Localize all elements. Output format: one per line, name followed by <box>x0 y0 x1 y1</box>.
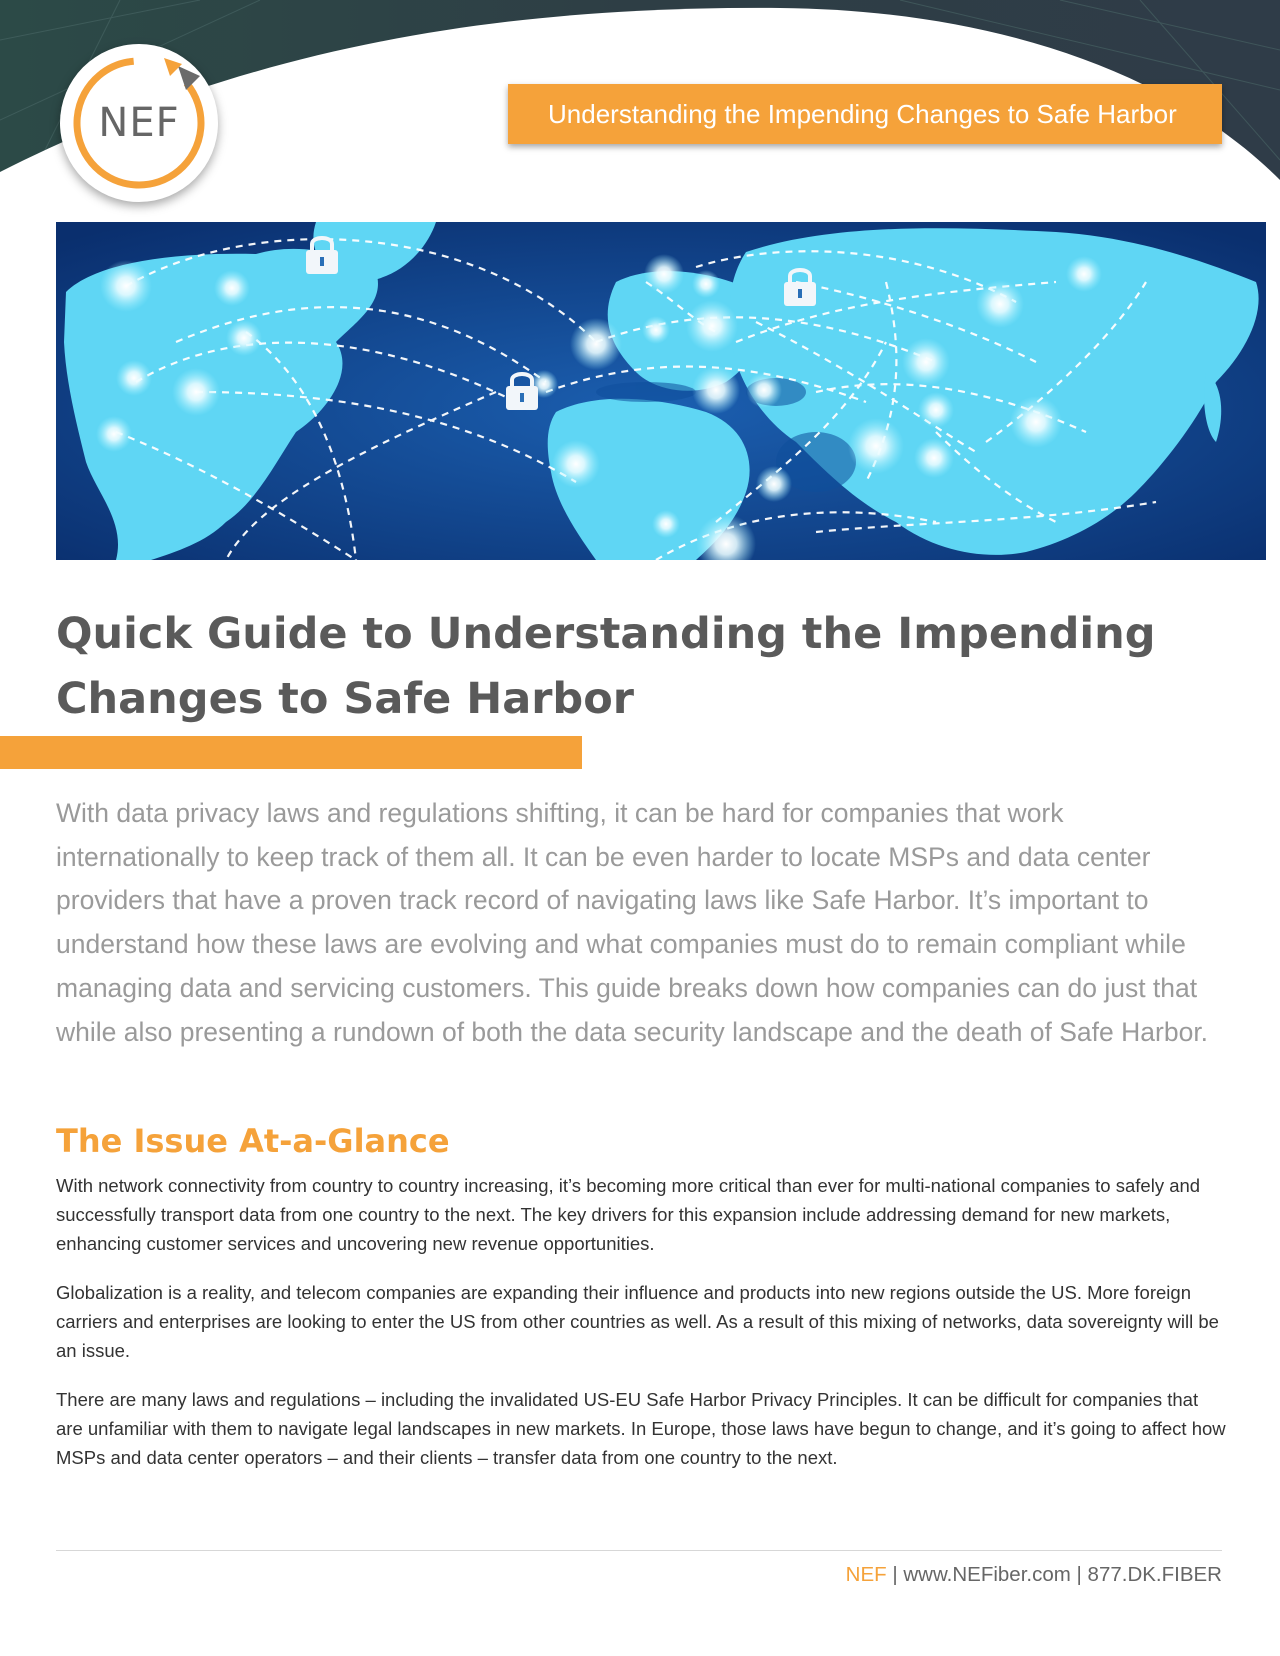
page-title <box>56 602 1216 732</box>
body-paragraph-1: With network connectivity from country to country increasing, it’s becoming more critical than ever for multi-national companies to safely and successfully transport data from one country to the next. The key drivers for this expansion include addressing demand for new markets, enhancing customer services and uncovering new revenue opportunities. <box>56 1175 1201 1254</box>
footer-website-link[interactable]: www.NEFiber.com <box>903 1563 1071 1586</box>
page-title-line-1: Quick Guide to Understanding the Impending <box>56 609 1156 659</box>
footer-divider <box>56 1550 1222 1551</box>
header-banner <box>508 84 1222 144</box>
body-paragraph-3: There are many laws and regulations – including the invalidated US-EU Safe Harbor Privacy Principles. It can be difficult for companies that are unfamiliar with them to navigate legal landscapes in new markets. In Europe, those laws have begun to change, and it’s going to affect how MSPs and data center operators – and their clients – transfer data from one country to the next. <box>56 1389 1226 1468</box>
footer-separator-1: | <box>886 1563 904 1586</box>
footer-brand: NEF <box>845 1563 887 1586</box>
footer-phone: 877.DK.FIBER <box>1087 1563 1222 1586</box>
banner-title: Understanding the Impending Changes to Safe Harbor <box>548 99 1177 129</box>
section-heading: The Issue At-a-Glance <box>56 1122 450 1160</box>
footer-separator-2: | <box>1070 1563 1088 1586</box>
nef-logo <box>60 44 218 202</box>
title-underline-bar <box>0 736 582 769</box>
footer <box>846 1560 1222 1590</box>
body-paragraph-2: Globalization is a reality, and telecom companies are expanding their influence and products into new regions outside the US. More foreign carriers and enterprises are looking to enter the US from other countries as well. As a result of this mixing of networks, data sovereignty will be an issue. <box>56 1282 1219 1361</box>
world-map-network-icon <box>56 222 1266 560</box>
logo-text: NEF <box>98 100 180 146</box>
page-title-line-2: Changes to Safe Harbor <box>56 674 634 724</box>
intro-paragraph: With data privacy laws and regulations shifting, it can be hard for companies that work internationally to keep track of them all. It can be even harder to locate MSPs and data center providers that have a proven track record of navigating laws like Safe Harbor. It’s important to understand how these laws are evolving and what companies must do to remain compliant while managing data and servicing customers. This guide breaks down how companies can do just that while also presenting a rundown of both the data security landscape and the death of Safe Harbor. <box>56 798 1209 1047</box>
